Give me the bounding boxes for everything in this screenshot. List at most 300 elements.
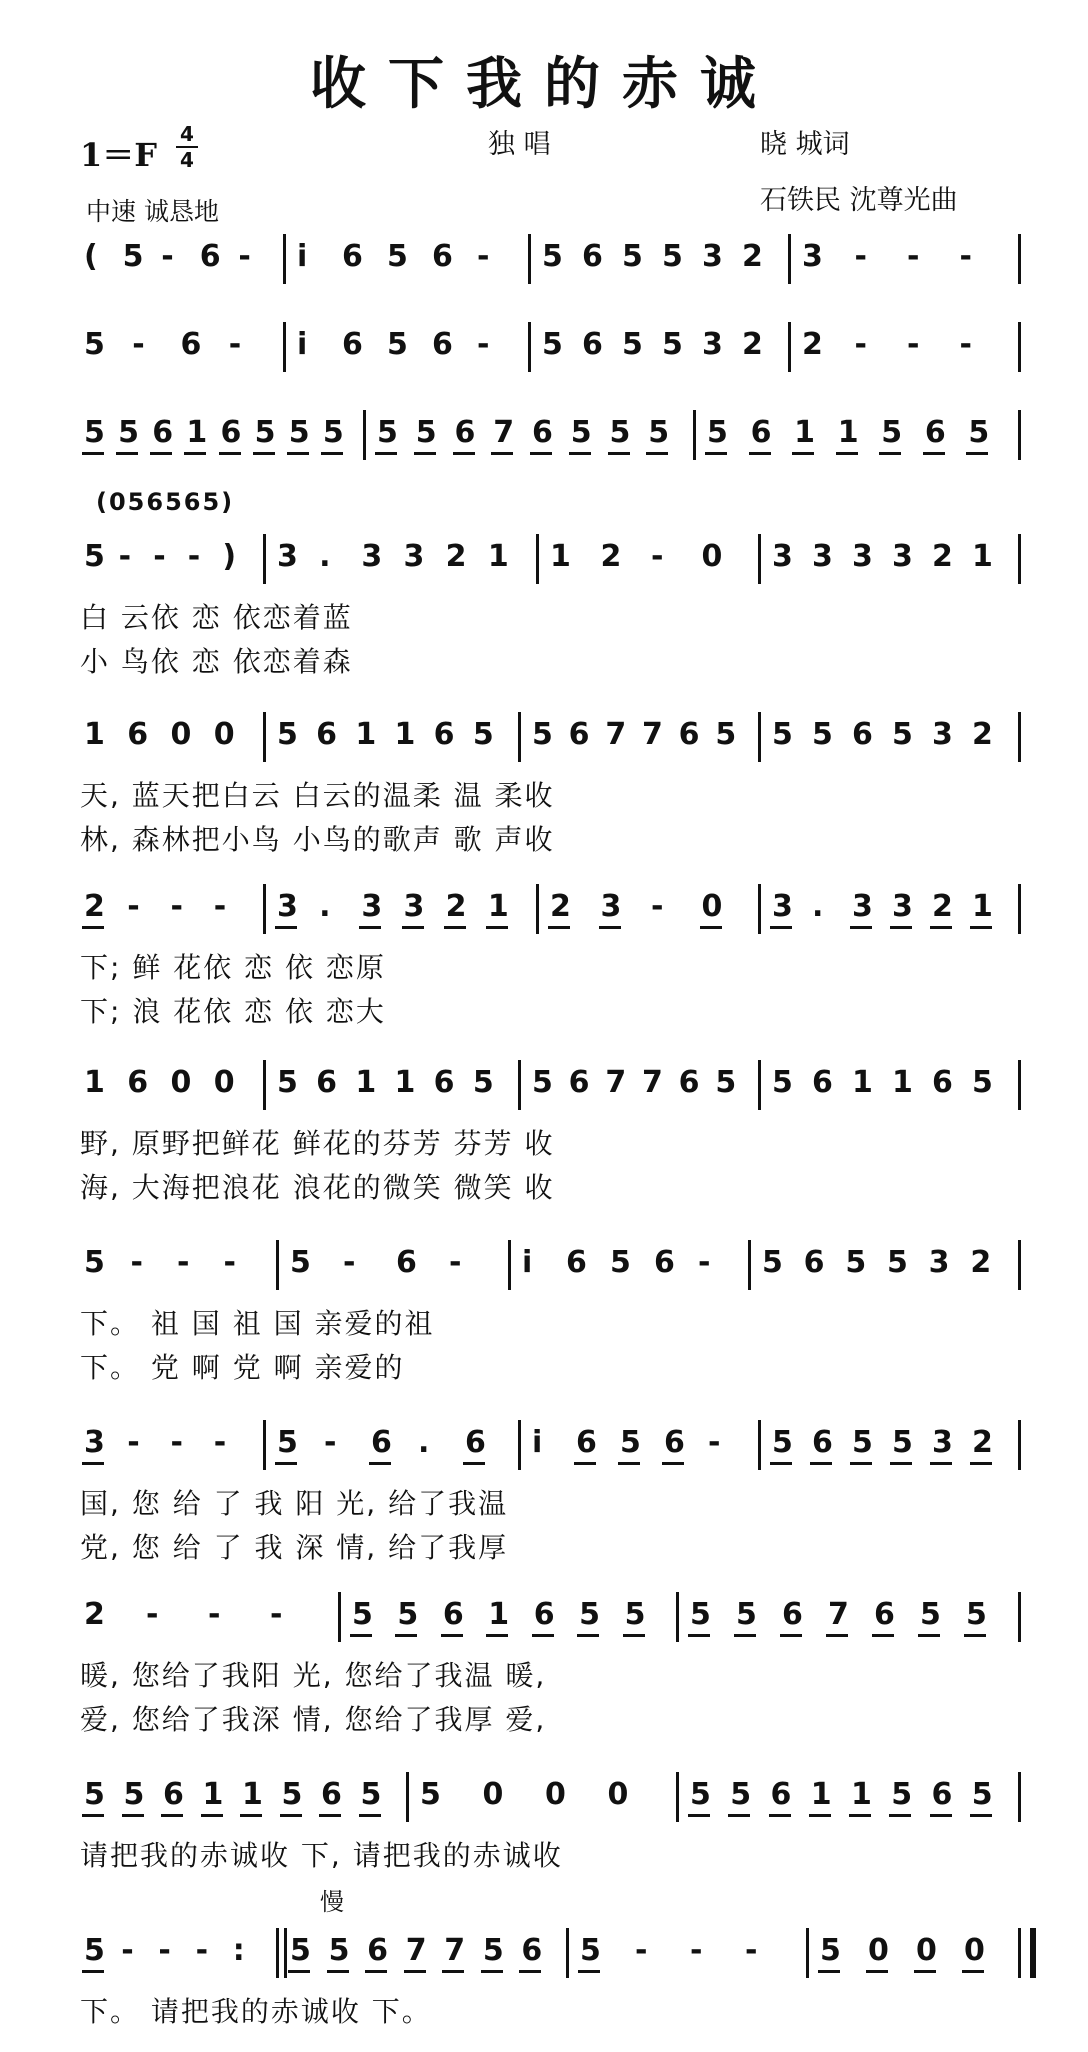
- note-glyph: 5: [715, 1065, 737, 1100]
- bar-line: [263, 1060, 266, 1110]
- note-glyph: 3: [702, 239, 723, 274]
- bar-line: [758, 884, 761, 934]
- note-glyph: -: [854, 327, 867, 362]
- underline-beam: [463, 1462, 485, 1465]
- note-glyph: 2: [972, 717, 993, 752]
- bar-line: [406, 1772, 409, 1822]
- underline-beam: [964, 1634, 986, 1637]
- bar-line: [518, 1060, 521, 1110]
- lyric-verse-1: 暖, 您给了我阳 光, 您给了我温 暖,: [80, 1659, 547, 1692]
- note-glyph: 3: [361, 889, 383, 924]
- lyric-verse-2: 下; 浪 花依 恋 依 恋大: [80, 995, 386, 1028]
- note-glyph: 0: [868, 1933, 889, 1968]
- note-glyph: -: [213, 1425, 227, 1460]
- bar-line: [676, 1772, 679, 1822]
- underline-beam: [623, 1634, 645, 1637]
- note-glyph: 6: [321, 1777, 342, 1812]
- note-glyph: 6: [874, 1597, 895, 1632]
- bar-line: [1018, 1420, 1021, 1470]
- note-glyph: 5: [772, 1425, 793, 1460]
- lyric-verse-2: 下。 党 啊 党 啊 亲爱的: [80, 1351, 405, 1384]
- note-glyph: 5: [881, 415, 903, 450]
- underline-beam: [769, 1814, 791, 1817]
- note-glyph: 6: [342, 239, 363, 274]
- note-glyph: 6: [367, 1933, 389, 1968]
- underline-beam: [530, 452, 552, 455]
- note-glyph: -: [187, 539, 201, 574]
- underline-beam: [319, 1814, 341, 1817]
- note-glyph: 5: [277, 717, 298, 752]
- note-glyph: 5: [609, 415, 631, 450]
- underline-beam: [688, 1814, 710, 1817]
- note-glyph: 6: [532, 415, 553, 450]
- note-glyph: 1: [202, 1777, 224, 1812]
- underline-beam: [930, 1814, 952, 1817]
- lyric-verse-2: 海, 大海把浪花 浪花的微笑 微笑 收: [80, 1171, 555, 1204]
- score-system: [0, 416, 1088, 496]
- underline-beam: [700, 926, 722, 929]
- note-glyph: 7: [493, 415, 515, 450]
- note-glyph: 3: [802, 239, 823, 274]
- note-glyph: 5: [277, 1065, 298, 1100]
- note-glyph: 5: [84, 1245, 105, 1280]
- underline-beam: [275, 1462, 297, 1465]
- score-system: [0, 1777, 1088, 1872]
- bar-line: [1018, 1060, 1021, 1110]
- note-glyph: 5: [532, 1065, 553, 1100]
- time-signature: [176, 124, 198, 170]
- score-system: [0, 717, 1088, 856]
- underline-beam: [879, 452, 901, 455]
- underline-beam: [850, 926, 872, 929]
- underline-beam: [618, 1462, 640, 1465]
- lyric-verse-1: 下。 请把我的赤诚收 下。: [80, 1995, 432, 2028]
- bar-line: [566, 1928, 569, 1978]
- note-glyph: 7: [405, 1933, 427, 1968]
- note-glyph: 3: [892, 539, 913, 574]
- note-glyph: 5: [690, 1777, 711, 1812]
- bar-line: [263, 884, 266, 934]
- note-glyph: 1: [242, 1777, 263, 1812]
- note-glyph: -: [690, 1933, 703, 1968]
- lyric-verse-1: 白 云依 恋 依恋着蓝: [80, 601, 353, 634]
- score-system: [0, 488, 1088, 678]
- note-glyph: 5: [328, 1933, 350, 1968]
- note-glyph: -: [121, 1933, 134, 1968]
- lyric-verse-2: 林, 森林把小鸟 小鸟的歌声 歌 声收: [80, 823, 555, 856]
- bar-line: [748, 1240, 751, 1290]
- note-glyph: 2: [445, 539, 467, 574]
- note-glyph: 5: [887, 1245, 908, 1280]
- note-glyph: 6: [678, 717, 700, 752]
- note-glyph: 5: [254, 415, 276, 450]
- bar-line: [1018, 234, 1021, 284]
- underline-beam: [923, 452, 945, 455]
- note-glyph: -: [854, 239, 867, 274]
- note-glyph: 0: [170, 1065, 192, 1100]
- note-glyph: 3: [852, 889, 873, 924]
- note-glyph: 2: [970, 1245, 992, 1280]
- bar-line: [1018, 1592, 1021, 1642]
- underline-beam: [962, 1970, 984, 1973]
- note-glyph: i: [522, 1245, 533, 1280]
- bar-line: [363, 410, 366, 460]
- bar-line: [1018, 1240, 1021, 1290]
- bar-line: [806, 1928, 809, 1978]
- note-glyph: 5: [892, 717, 913, 752]
- note-glyph: 0: [213, 717, 235, 752]
- performance-type: 独 唱: [488, 129, 551, 160]
- note-glyph: 6: [454, 415, 476, 450]
- note-glyph: 2: [742, 327, 763, 362]
- note-glyph: -: [959, 327, 972, 362]
- bar-line: [1018, 534, 1021, 584]
- tempo-marking: 中速 诚恳地: [86, 197, 219, 226]
- note-glyph: 3: [84, 1425, 105, 1460]
- underline-beam: [82, 452, 104, 455]
- note-glyph: i: [297, 239, 308, 274]
- note-glyph: 5: [648, 415, 670, 450]
- note-glyph: -: [343, 1245, 356, 1280]
- bar-line: [788, 322, 791, 372]
- underline-beam: [577, 1634, 599, 1637]
- note-glyph: 3: [928, 1245, 950, 1280]
- note-glyph: -: [146, 1597, 159, 1632]
- underline-beam: [122, 1814, 144, 1817]
- underline-beam: [866, 1970, 888, 1973]
- note-glyph: 5: [377, 415, 398, 450]
- note-glyph: 3: [403, 539, 425, 574]
- underline-beam: [359, 926, 381, 929]
- underline-beam: [82, 1970, 104, 1973]
- note-glyph: -: [158, 1933, 171, 1968]
- key-signature: 1＝F: [80, 136, 157, 174]
- underline-beam: [662, 1462, 684, 1465]
- underline-beam: [914, 1970, 936, 1973]
- underline-beam: [201, 1814, 223, 1817]
- note-glyph: 5: [966, 1597, 987, 1632]
- note-glyph: :: [232, 1933, 245, 1968]
- underline-beam: [404, 1970, 426, 1973]
- underline-beam: [918, 1634, 940, 1637]
- note-glyph: -: [651, 539, 664, 574]
- lyricist-credit: 晓 城词: [760, 129, 850, 160]
- note-glyph: 1: [837, 415, 859, 450]
- note-glyph: 6: [152, 415, 174, 450]
- note-glyph: 6: [812, 1065, 833, 1100]
- note-glyph: -: [195, 1933, 209, 1968]
- underline-beam: [486, 926, 508, 929]
- note-glyph: 5: [622, 239, 643, 274]
- note-glyph: -: [635, 1933, 648, 1968]
- note-glyph: -: [907, 239, 920, 274]
- underline-beam: [705, 452, 727, 455]
- note-glyph: 6: [316, 717, 338, 752]
- note-glyph: 5: [762, 1245, 783, 1280]
- note-glyph: 6: [582, 327, 603, 362]
- note-glyph: 2: [932, 889, 953, 924]
- note-glyph: 5: [707, 415, 728, 450]
- underline-beam: [150, 452, 172, 455]
- note-glyph: 3: [277, 539, 298, 574]
- annotation-above: (056565): [96, 488, 235, 516]
- underline-beam: [930, 926, 952, 929]
- note-glyph: 5: [620, 1425, 641, 1460]
- underline-beam: [970, 1462, 992, 1465]
- note-glyph: 5: [892, 1425, 913, 1460]
- underline-beam: [826, 1634, 848, 1637]
- bar-line: [1018, 322, 1021, 372]
- lyric-verse-2: 爱, 您给了我深 情, 您给了我厚 爱,: [80, 1703, 547, 1736]
- note-glyph: 1: [810, 1777, 832, 1812]
- note-glyph: 6: [220, 415, 242, 450]
- composer-credit: 石铁民 沈尊光曲: [760, 185, 958, 216]
- note-glyph: 6: [433, 1065, 455, 1100]
- underline-beam: [966, 452, 988, 455]
- note-glyph: -: [127, 889, 140, 924]
- underline-beam: [453, 452, 475, 455]
- note-glyph: 5: [84, 1933, 105, 1968]
- note-glyph: -: [324, 1425, 337, 1460]
- score-system: [0, 889, 1088, 1028]
- bar-line: [758, 712, 761, 762]
- note-glyph: 2: [742, 239, 763, 274]
- underline-beam: [327, 1970, 349, 1973]
- underline-beam: [850, 1462, 872, 1465]
- bar-line: [1018, 1928, 1021, 1978]
- repeat-bar-line: [284, 1928, 287, 1978]
- note-glyph: 5: [290, 1933, 311, 1968]
- note-glyph: 6: [342, 327, 363, 362]
- bar-line: [518, 1420, 521, 1470]
- note-glyph: 6: [180, 327, 202, 362]
- note-glyph: 1: [394, 717, 416, 752]
- note-glyph: 7: [642, 717, 663, 752]
- note-glyph: .: [418, 1425, 430, 1460]
- note-glyph: 5: [532, 717, 553, 752]
- score-system: [0, 1888, 1088, 2028]
- meter-bottom: 4: [180, 148, 194, 172]
- annotation-above: 慢: [320, 1888, 346, 1916]
- underline-beam: [532, 1634, 554, 1637]
- bar-line: [693, 410, 696, 460]
- note-glyph: .: [319, 539, 331, 574]
- note-glyph: 5: [84, 1777, 105, 1812]
- underline-beam: [574, 1462, 596, 1465]
- note-glyph: 6: [163, 1777, 184, 1812]
- underline-beam: [491, 452, 513, 455]
- bar-line: [528, 234, 531, 284]
- note-glyph: -: [270, 1597, 283, 1632]
- underline-beam: [548, 926, 570, 929]
- note-glyph: 6: [654, 1245, 675, 1280]
- note-glyph: i: [532, 1425, 543, 1460]
- note-glyph: 6: [924, 415, 946, 450]
- note-glyph: -: [223, 1245, 236, 1280]
- underline-beam: [519, 1970, 541, 1973]
- note-glyph: 5: [812, 717, 833, 752]
- underline-beam: [970, 926, 992, 929]
- note-glyph: 6: [127, 717, 149, 752]
- bar-line: [536, 884, 539, 934]
- note-glyph: 1: [84, 1065, 105, 1100]
- bar-line: [263, 1420, 266, 1470]
- note-glyph: 0: [170, 717, 192, 752]
- note-glyph: 3: [600, 889, 622, 924]
- note-glyph: 7: [828, 1597, 849, 1632]
- note-glyph: 6: [932, 1065, 953, 1100]
- lyric-verse-2: 党, 您 给 了 我 深 情, 给了我厚: [80, 1531, 509, 1564]
- underline-beam: [889, 1814, 911, 1817]
- note-glyph: -: [238, 239, 251, 274]
- bar-line: [338, 1592, 341, 1642]
- note-glyph: 7: [444, 1933, 466, 1968]
- note-glyph: -: [213, 889, 227, 924]
- note-glyph: 6: [432, 239, 453, 274]
- underline-beam: [688, 1634, 710, 1637]
- bar-line: [263, 712, 266, 762]
- note-glyph: 0: [213, 1065, 235, 1100]
- note-glyph: 5: [736, 1597, 757, 1632]
- underline-beam: [728, 1814, 750, 1817]
- underline-beam: [321, 452, 343, 455]
- note-glyph: .: [319, 889, 331, 924]
- underline-beam: [780, 1634, 802, 1637]
- note-glyph: 5: [610, 1245, 631, 1280]
- note-glyph: -: [118, 539, 132, 574]
- meter-top: 4: [180, 122, 194, 146]
- note-glyph: 5: [352, 1597, 373, 1632]
- underline-beam: [116, 452, 138, 455]
- lyric-verse-1: 野, 原野把鲜花 鲜花的芬芳 芬芳 收: [80, 1127, 555, 1160]
- underline-beam: [646, 452, 668, 455]
- underline-beam: [890, 926, 912, 929]
- note-glyph: 6: [465, 1425, 486, 1460]
- note-glyph: 6: [568, 1065, 590, 1100]
- underline-beam: [890, 1462, 912, 1465]
- note-glyph: 5: [715, 717, 737, 752]
- bar-line: [1018, 410, 1021, 460]
- bar-line: [518, 712, 521, 762]
- bar-line: [1018, 884, 1021, 934]
- lyric-verse-1: 请把我的赤诚收 下, 请把我的赤诚收: [80, 1839, 563, 1872]
- note-glyph: 1: [852, 1065, 873, 1100]
- note-glyph: 6: [750, 415, 772, 450]
- note-glyph: 6: [533, 1597, 555, 1632]
- note-glyph: 6: [576, 1425, 597, 1460]
- note-glyph: 6: [566, 1245, 587, 1280]
- note-glyph: 7: [642, 1065, 663, 1100]
- note-glyph: 1: [972, 539, 993, 574]
- note-glyph: -: [127, 1425, 140, 1460]
- underline-beam: [970, 1814, 992, 1817]
- note-glyph: 5: [570, 415, 592, 450]
- underline-beam: [836, 452, 858, 455]
- note-glyph: 3: [932, 1425, 953, 1460]
- underline-beam: [280, 1814, 302, 1817]
- note-glyph: 5: [118, 415, 139, 450]
- note-glyph: 5: [580, 1933, 601, 1968]
- note-glyph: -: [959, 239, 972, 274]
- note-glyph: 6: [433, 717, 455, 752]
- underline-beam: [375, 452, 397, 455]
- lyric-verse-1: 下。 祖 国 祖 国 亲爱的祖: [80, 1307, 435, 1340]
- underline-beam: [82, 1462, 104, 1465]
- note-glyph: -: [130, 1245, 143, 1280]
- note-glyph: 1: [355, 1065, 377, 1100]
- bar-line: [276, 1240, 279, 1290]
- note-glyph: -: [132, 327, 145, 362]
- note-glyph: 0: [964, 1933, 985, 1968]
- note-glyph: 3: [932, 717, 953, 752]
- note-glyph: 5: [387, 327, 408, 362]
- note-glyph: 3: [892, 889, 913, 924]
- note-glyph: 5: [122, 239, 144, 274]
- note-glyph: 5: [662, 239, 683, 274]
- note-glyph: 5: [852, 1425, 873, 1460]
- underline-beam: [608, 452, 630, 455]
- bar-line: [283, 234, 286, 284]
- note-glyph: 5: [542, 327, 563, 362]
- underline-beam: [82, 1814, 104, 1817]
- underline-beam: [402, 926, 424, 929]
- note-glyph: 7: [605, 717, 627, 752]
- note-glyph: 5: [891, 1777, 913, 1812]
- note-glyph: 5: [84, 327, 105, 362]
- note-glyph: 5: [360, 1777, 382, 1812]
- underline-beam: [444, 926, 466, 929]
- underline-beam: [734, 1634, 756, 1637]
- note-glyph: 5: [772, 717, 793, 752]
- note-glyph: 1: [186, 415, 208, 450]
- note-glyph: 5: [387, 239, 408, 274]
- underline-beam: [161, 1814, 183, 1817]
- note-glyph: -: [208, 1597, 221, 1632]
- note-glyph: 1: [394, 1065, 416, 1100]
- note-glyph: 5: [845, 1245, 867, 1280]
- bar-line: [528, 322, 531, 372]
- note-glyph: 6: [199, 239, 221, 274]
- note-glyph: 5: [472, 1065, 494, 1100]
- underline-beam: [578, 1970, 600, 1973]
- lyric-verse-1: 国, 您 给 了 我 阳 光, 给了我温: [80, 1487, 509, 1520]
- note-glyph: 5: [730, 1777, 752, 1812]
- note-glyph: 1: [487, 889, 509, 924]
- underline-beam: [849, 1814, 871, 1817]
- underline-beam: [441, 1634, 463, 1637]
- note-glyph: 5: [972, 1065, 993, 1100]
- underline-beam: [810, 1462, 832, 1465]
- score-system: [0, 1425, 1088, 1564]
- note-glyph: 5: [277, 1425, 298, 1460]
- note-glyph: 0: [482, 1777, 504, 1812]
- bar-line: [1018, 1772, 1021, 1822]
- underline-beam: [82, 926, 104, 929]
- bar-line: [283, 322, 286, 372]
- note-glyph: -: [698, 1245, 711, 1280]
- note-glyph: 5: [123, 1777, 145, 1812]
- note-glyph: 6: [568, 717, 590, 752]
- note-glyph: 1: [550, 539, 571, 574]
- note-glyph: 5: [420, 1777, 441, 1812]
- note-glyph: i: [297, 327, 308, 362]
- note-glyph: 2: [445, 889, 467, 924]
- note-glyph: 5: [968, 415, 990, 450]
- note-glyph: 1: [892, 1065, 913, 1100]
- note-glyph: 1: [355, 717, 377, 752]
- note-glyph: 6: [770, 1777, 792, 1812]
- note-glyph: -: [228, 327, 242, 362]
